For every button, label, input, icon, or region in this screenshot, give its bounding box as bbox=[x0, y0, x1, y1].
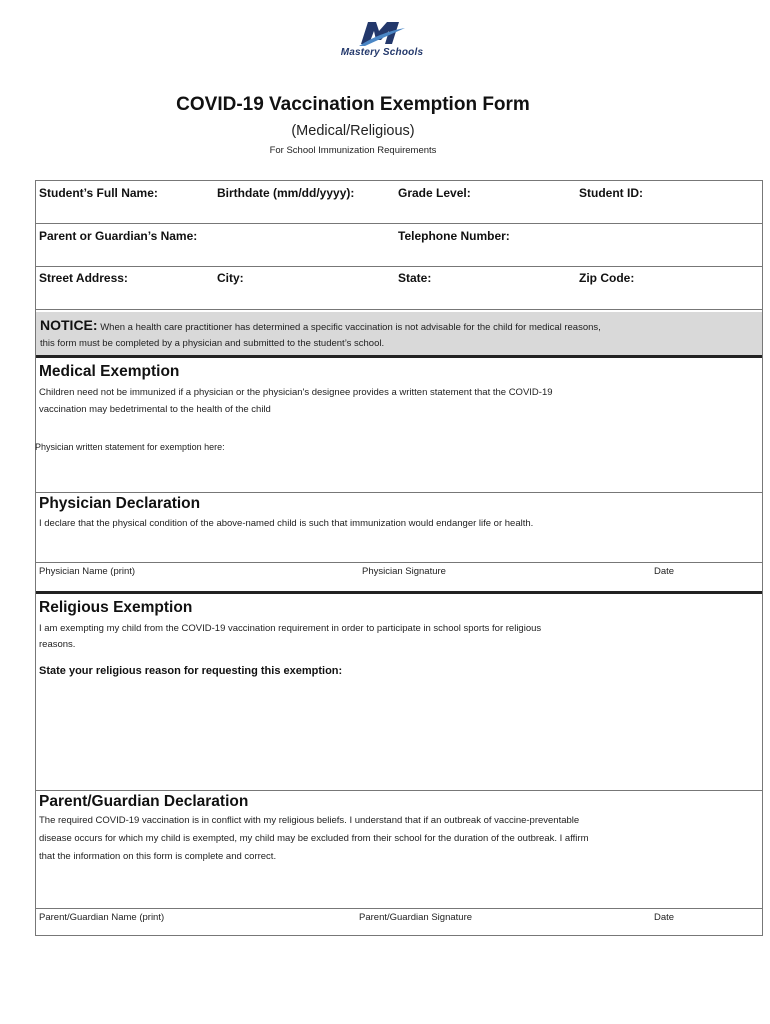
section-divider bbox=[36, 355, 762, 358]
divider bbox=[36, 492, 762, 493]
religious-reason-prompt: State your religious reason for requesting this exemption: bbox=[39, 665, 343, 677]
student-full-name-label: Student’s Full Name: bbox=[39, 186, 158, 200]
signature-line bbox=[36, 562, 762, 563]
parent-declaration-line1: The required COVID-19 vaccination is in conflict with my religious beliefs. I understand that if an outbreak of vaccine-preventable bbox=[39, 815, 580, 826]
mastery-logo-icon bbox=[359, 20, 405, 46]
school-logo bbox=[318, 20, 446, 68]
notice-text: When a health care practitioner has determined a specific vaccination is not advisable for the child for medical reasons, bbox=[100, 322, 601, 333]
birthdate-label: Birthdate (mm/dd/yyyy): bbox=[217, 186, 355, 200]
page-subtitle-requirements: For School Immunization Requirements bbox=[269, 145, 437, 156]
telephone-label: Telephone Number: bbox=[398, 229, 510, 243]
parent-declaration-title: Parent/Guardian Declaration bbox=[39, 793, 249, 810]
divider bbox=[36, 309, 762, 310]
parent-declaration-line2: disease occurs for which my child is exempted, my child may be excluded from their school for the duration of the outbreak. I affirm bbox=[39, 833, 589, 844]
state-label: State: bbox=[398, 271, 432, 285]
physician-declaration-text: I declare that the physical condition of the above-named child is such that immunization would endanger life or health. bbox=[39, 518, 534, 529]
grade-level-label: Grade Level: bbox=[398, 186, 471, 200]
notice-line1 bbox=[40, 317, 601, 333]
notice-box bbox=[36, 312, 762, 356]
religious-text-line1: I am exempting my child from the COVID-19 vaccination requirement in order to participate in school sports for religious bbox=[39, 623, 542, 634]
logo-text: Mastery Schools bbox=[340, 47, 424, 58]
parent-name-label: Parent or Guardian’s Name: bbox=[39, 229, 198, 243]
physician-statement-label: Physician written statement for exemption here: bbox=[35, 442, 225, 452]
page-title: COVID-19 Vaccination Exemption Form bbox=[176, 94, 530, 115]
physician-date-label: Date bbox=[654, 566, 675, 577]
exemption-form bbox=[35, 180, 763, 936]
medical-text-line2: vaccination may bedetrimental to the health of the child bbox=[39, 404, 271, 415]
divider bbox=[36, 223, 762, 224]
divider bbox=[36, 790, 762, 791]
parent-date-label: Date bbox=[654, 912, 675, 923]
street-address-label: Street Address: bbox=[39, 271, 128, 285]
medical-exemption-title: Medical Exemption bbox=[39, 363, 180, 380]
section-divider bbox=[36, 591, 762, 594]
city-label: City: bbox=[217, 271, 244, 285]
physician-declaration-title: Physician Declaration bbox=[39, 495, 201, 512]
divider bbox=[36, 266, 762, 267]
parent-signature-label: Parent/Guardian Signature bbox=[359, 912, 473, 923]
page-subtitle: (Medical/Religious) bbox=[291, 123, 415, 139]
religious-text-line2: reasons. bbox=[39, 639, 76, 650]
notice-heading: NOTICE: bbox=[40, 317, 98, 333]
notice-line2: this form must be completed by a physician and submitted to the student’s school. bbox=[40, 338, 385, 349]
student-id-label: Student ID: bbox=[579, 186, 643, 200]
parent-name-label: Parent/Guardian Name (print) bbox=[39, 912, 165, 923]
parent-declaration-line3: that the information on this form is complete and correct. bbox=[39, 851, 277, 862]
medical-text-line1: Children need not be immunized if a physician or the physician's designee provides a written statement that the COVID-19 bbox=[39, 387, 553, 398]
religious-exemption-title: Religious Exemption bbox=[39, 599, 193, 616]
zip-code-label: Zip Code: bbox=[579, 271, 635, 285]
physician-name-label: Physician Name (print) bbox=[39, 566, 136, 577]
title-block bbox=[0, 92, 706, 158]
physician-signature-label: Physician Signature bbox=[362, 566, 446, 577]
signature-line bbox=[36, 908, 762, 909]
